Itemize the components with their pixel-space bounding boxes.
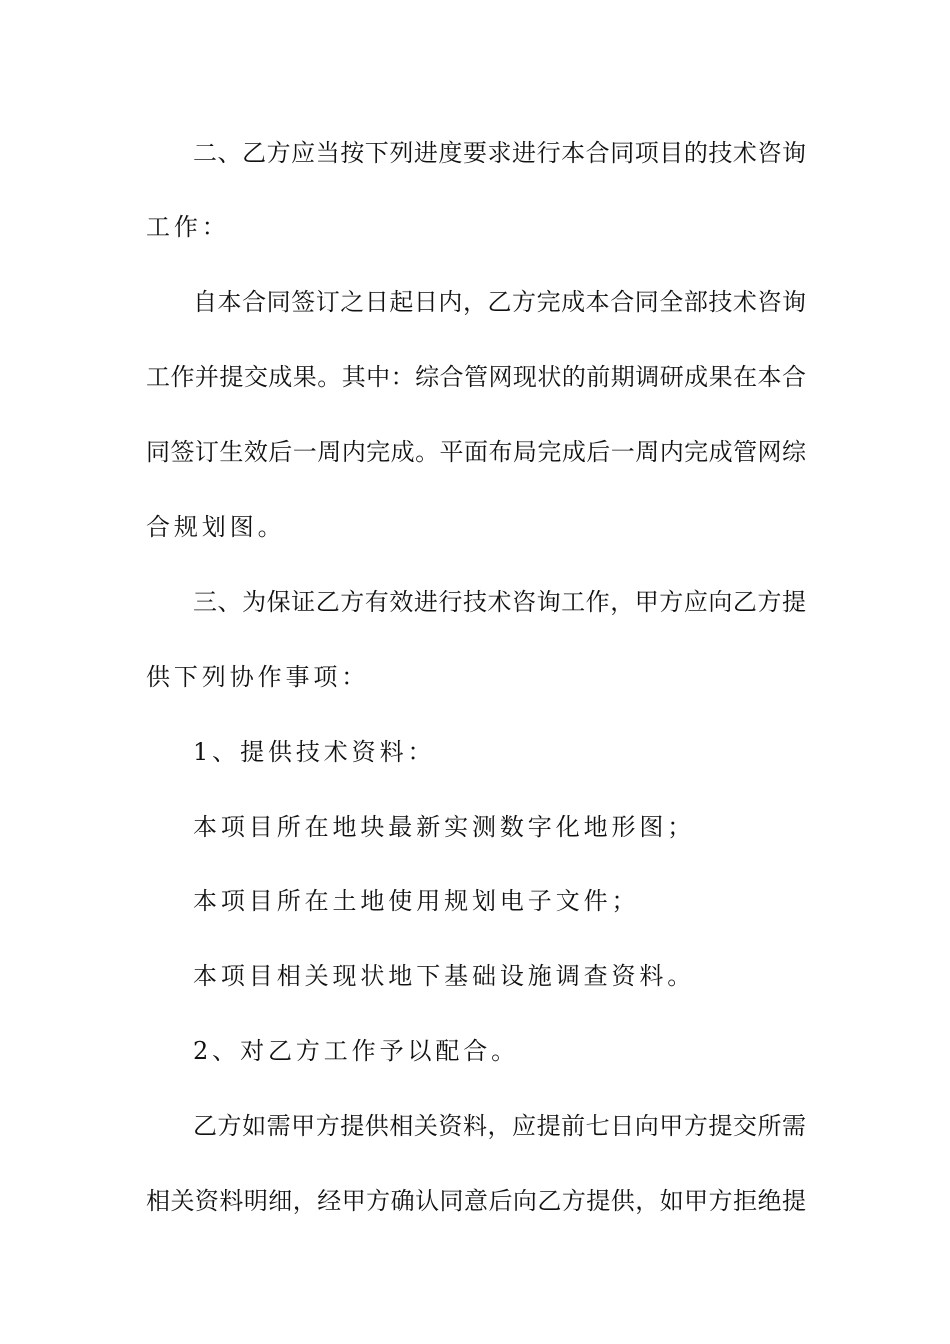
item-1-heading: 1、提供技术资料： — [193, 738, 436, 766]
clause-2-heading-line-2: 工作： — [146, 213, 230, 241]
schedule-paragraph-line-3: 同签订生效后一周内完成。平面布局完成后一周内完成管网综 — [146, 438, 806, 466]
item-1-sub-1: 本项目所在地块最新实测数字化地形图； — [193, 813, 696, 841]
item-1-sub-3: 本项目相关现状地下基础设施调查资料。 — [193, 962, 696, 990]
item-1-sub-2: 本项目所在土地使用规划电子文件； — [193, 887, 640, 915]
cooperation-paragraph-line-2: 相关资料明细，经甲方确认同意后向乙方提供，如甲方拒绝提 — [146, 1187, 806, 1215]
schedule-paragraph-line-1: 自本合同签订之日起日内，乙方完成本合同全部技术咨询 — [193, 288, 806, 316]
clause-3-heading-line-2: 供下列协作事项： — [146, 663, 370, 691]
clause-2-heading-line-1: 二、乙方应当按下列进度要求进行本合同项目的技术咨询 — [193, 139, 806, 167]
schedule-paragraph-line-4: 合规划图。 — [146, 513, 286, 541]
schedule-paragraph-line-2: 工作并提交成果。其中：综合管网现状的前期调研成果在本合 — [146, 363, 806, 391]
item-2-heading: 2、对乙方工作予以配合。 — [193, 1037, 520, 1065]
clause-3-heading-line-1: 三、为保证乙方有效进行技术咨询工作，甲方应向乙方提 — [193, 588, 806, 616]
cooperation-paragraph-line-1: 乙方如需甲方提供相关资料，应提前七日向甲方提交所需 — [193, 1112, 806, 1140]
